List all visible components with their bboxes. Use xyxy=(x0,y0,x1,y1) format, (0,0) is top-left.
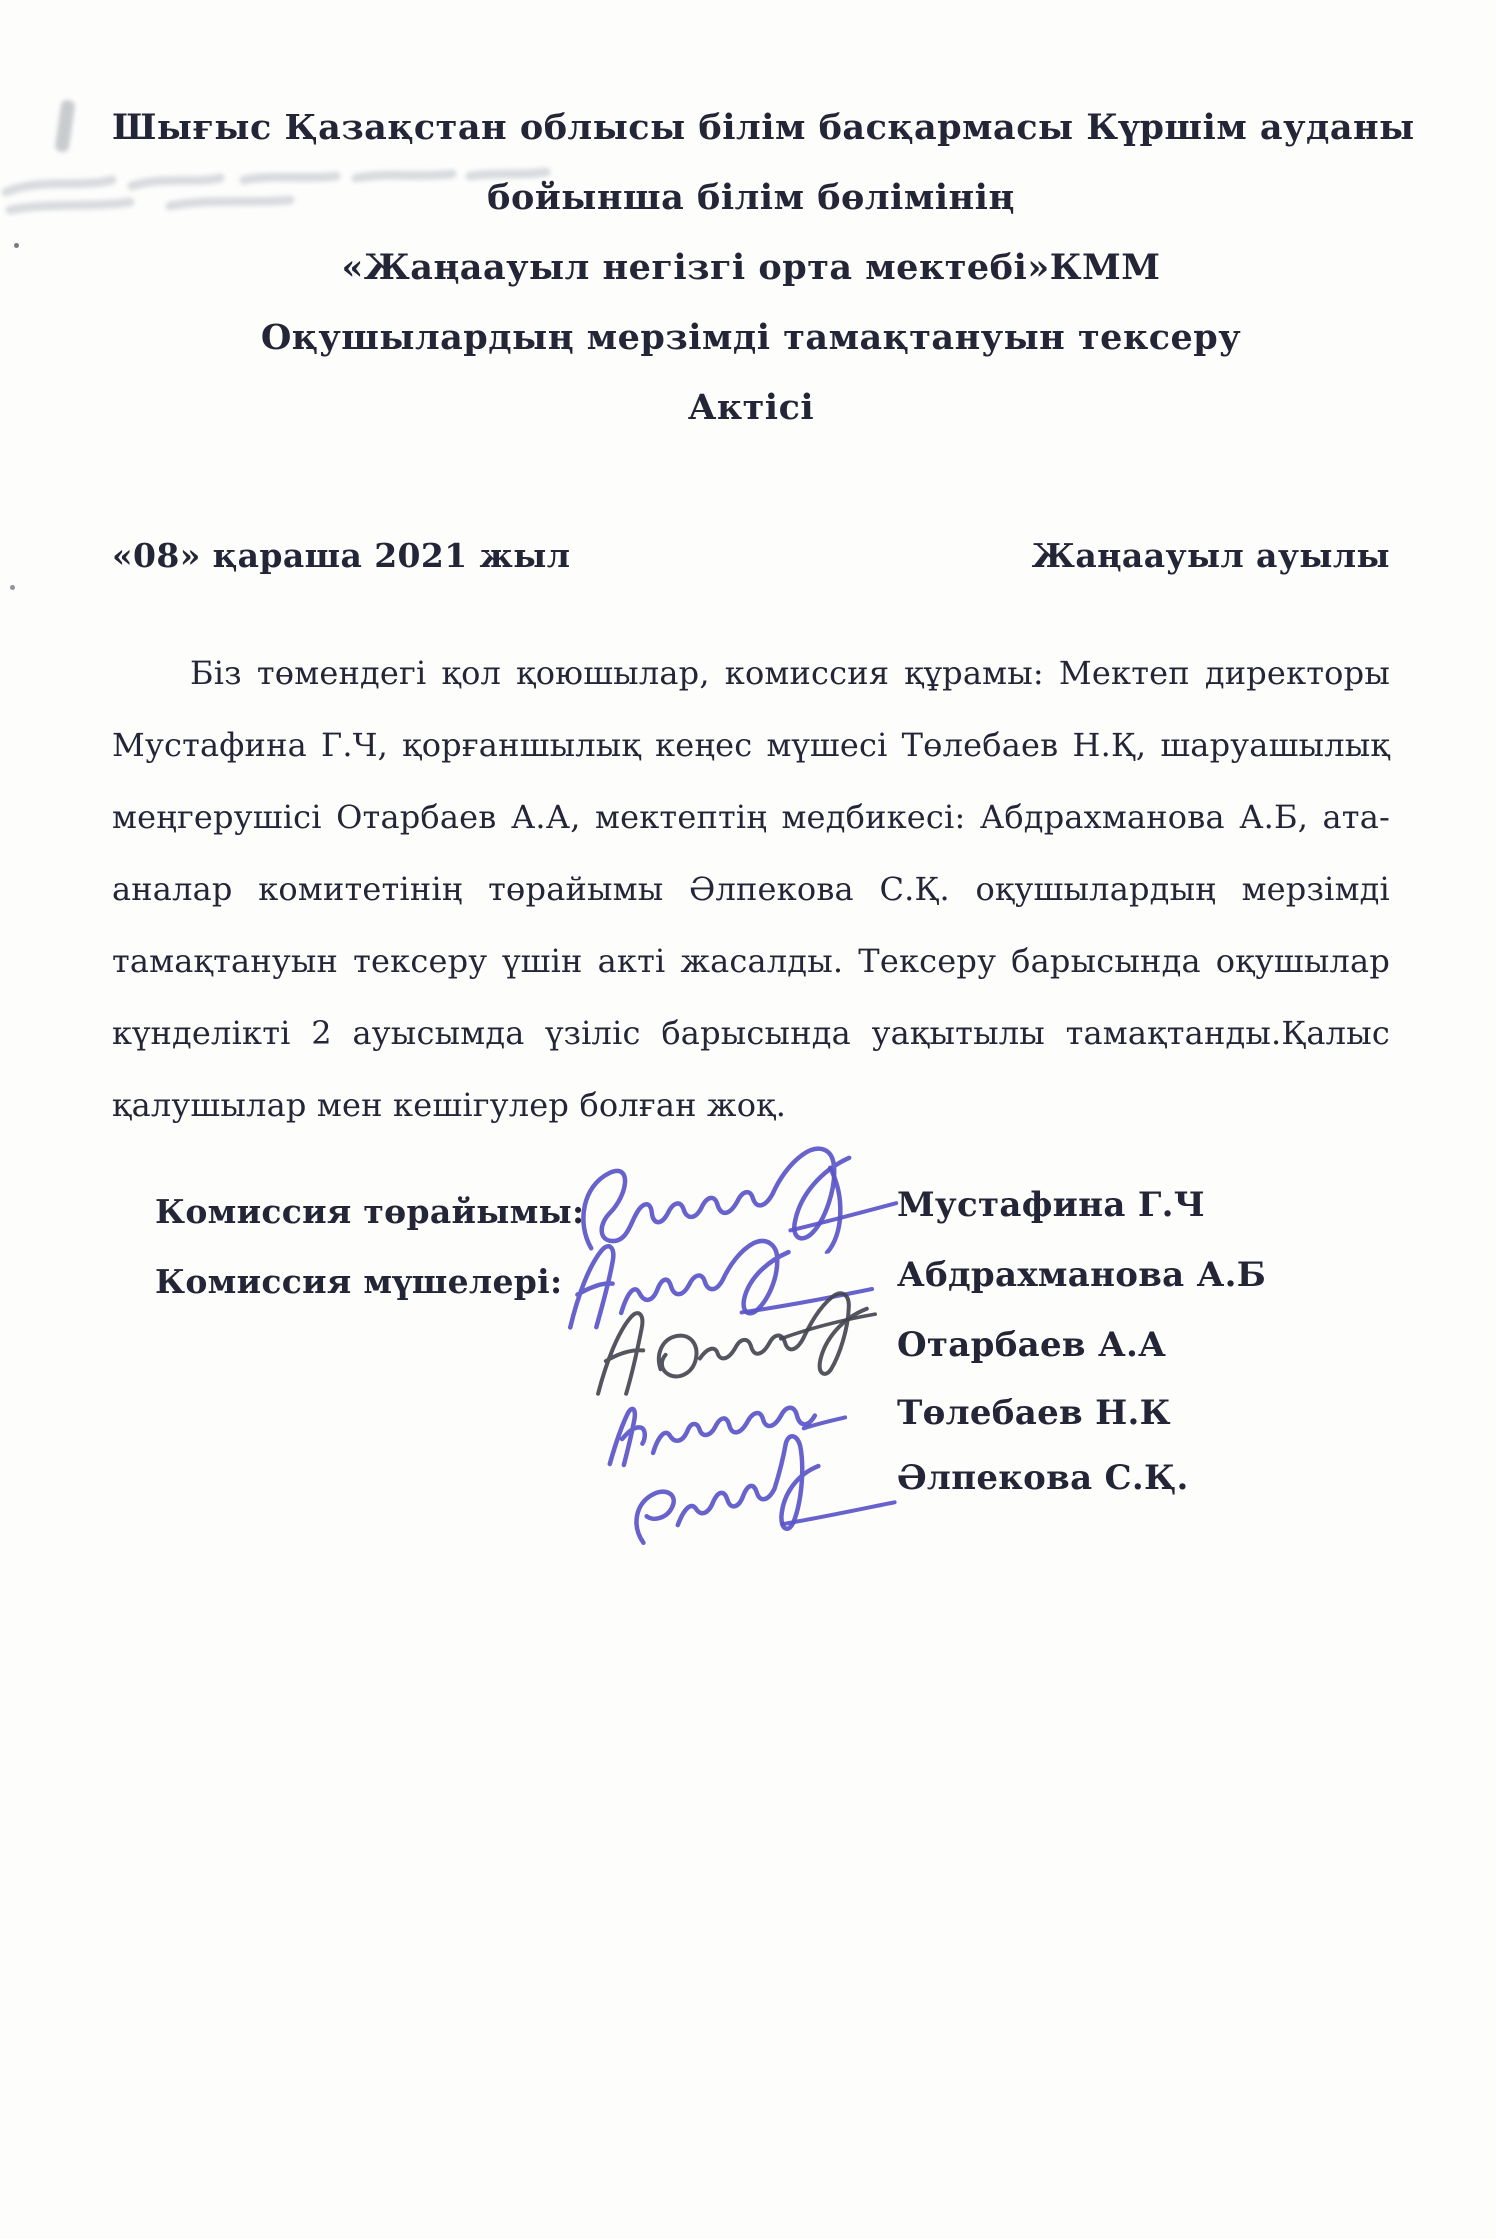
dateline xyxy=(112,536,1390,575)
scan-smudge-artifact xyxy=(54,99,75,152)
signature-alpekova xyxy=(615,1417,909,1551)
signer-name: Отарбаев А.А xyxy=(897,1325,1167,1365)
document-date: «08» қараша 2021 жыл xyxy=(112,536,571,575)
scan-dot-artifact xyxy=(14,243,19,248)
document-header xyxy=(112,104,1415,454)
scan-dot-artifact xyxy=(10,585,15,590)
body-line: Мустафина Г.Ч, қорғаншылық кеңес мүшесі Төлебаев Н.Қ, шаруашылық xyxy=(112,726,1390,764)
signer-name: Абдрахманова А.Б xyxy=(897,1255,1267,1295)
body-line: қалушылар мен кешігулер болған жоқ. xyxy=(112,1086,787,1124)
signer-name: Төлебаев Н.К xyxy=(897,1393,1171,1433)
body-line: меңгерушісі Отарбаев А.А, мектептің медбикесі: Абдрахманова А.Б, ата- xyxy=(112,798,1390,836)
body-line: Біз төмендегі қол қоюшылар, комиссия құрамы: Мектеп директоры xyxy=(190,654,1390,692)
header-line-subject: Оқушылардың мерзімді тамақтануын тексеру xyxy=(260,317,1242,358)
body-line: аналар комитетінің төрайымы Әлпекова С.Қ. оқушылардың мерзімді xyxy=(112,870,1390,908)
body-paragraph xyxy=(112,648,1390,1152)
commission-chair-label: Комиссия төрайымы: xyxy=(155,1192,585,1231)
signer-name: Мустафина Г.Ч xyxy=(897,1185,1206,1225)
header-line-authority: Шығыс Қазақстан облысы білім басқармасы Күршім ауданы xyxy=(112,107,1415,148)
signature-otarbayev xyxy=(582,1282,889,1408)
signature-tulebayev xyxy=(592,1369,852,1472)
body-line: тамақтануын тексеру үшін акті жасалды. Тексеру барысында оқушылар xyxy=(112,942,1390,980)
document-title: Актісі xyxy=(687,387,815,428)
signer-name: Әлпекова С.Қ. xyxy=(897,1458,1189,1498)
header-line-school: «Жаңаауыл негізгі орта мектебі»КММ xyxy=(341,247,1161,288)
body-line: күнделікті 2 ауысымда үзіліс барысында уақытылы тамақтанды.Қалыс xyxy=(112,1014,1390,1052)
commission-members-label: Комиссия мүшелері: xyxy=(155,1262,563,1301)
document-place: Жаңаауыл ауылы xyxy=(1031,536,1390,575)
signature-abdrakhmanova xyxy=(548,1207,895,1336)
header-line-department: бойынша білім бөлімінің xyxy=(487,177,1015,218)
